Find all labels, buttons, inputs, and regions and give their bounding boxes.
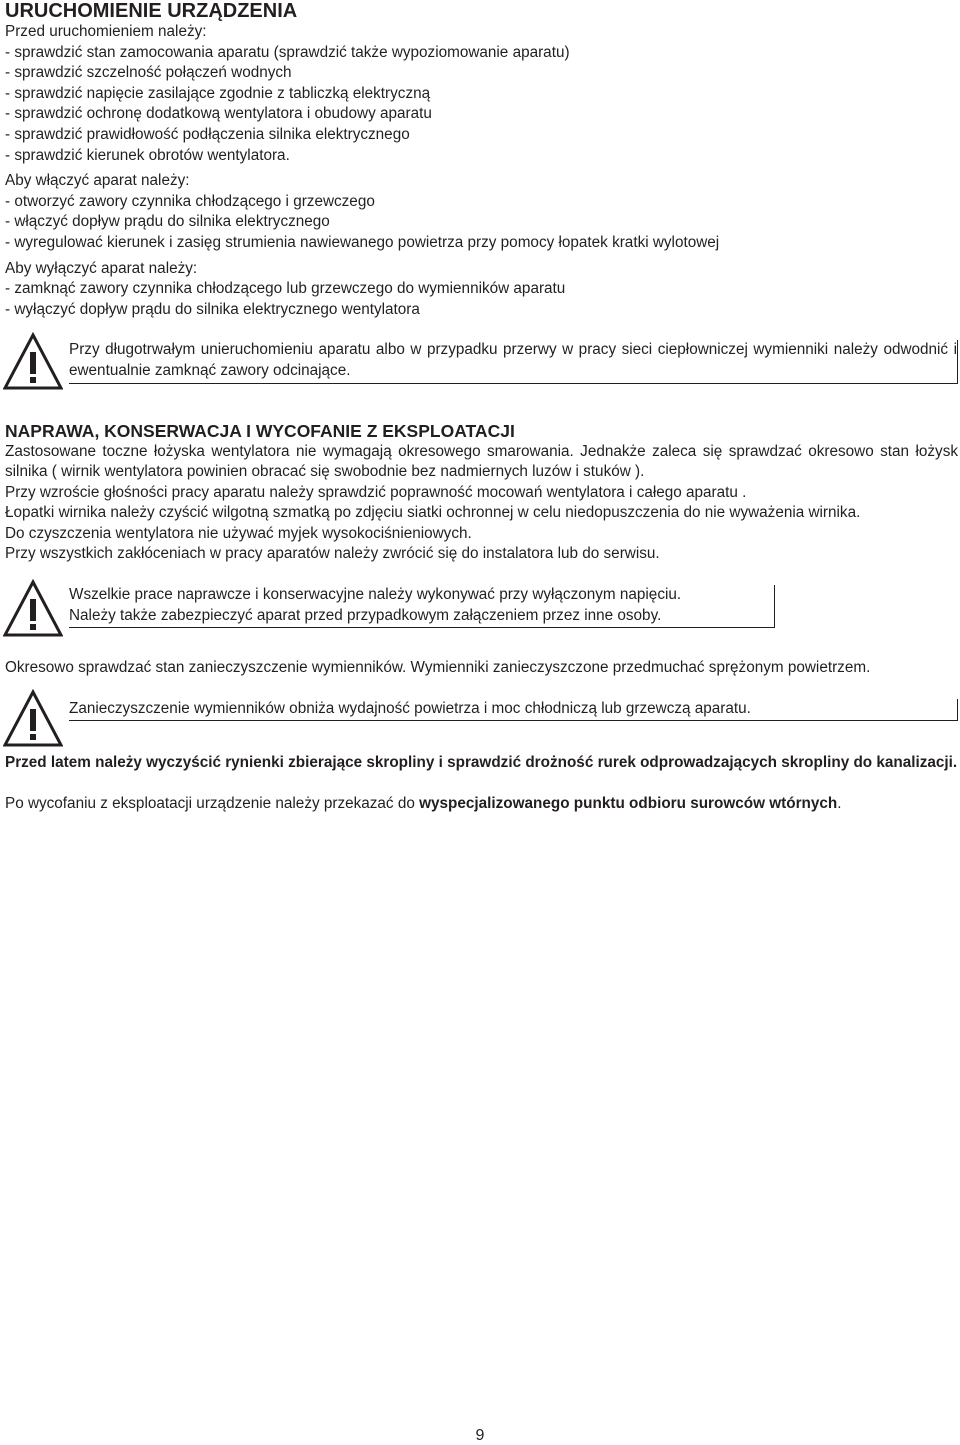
warning-text-line: Wszelkie prace naprawcze i konserwacyjne należy wykonywać przy wyłączonym napięciu. — [69, 586, 682, 604]
disposal-emphasis: wyspecjalizowanego punktu odbioru surowców wtórnych — [419, 795, 838, 813]
paragraph: Przy wzroście głośności pracy aparatu należy sprawdzić poprawność mocowań wentylatora i całego aparatu . — [5, 483, 747, 501]
warning-triangle-icon — [3, 332, 63, 392]
paragraph: Okresowo sprawdzać stan zanieczyszczenie wymienników. Wymienniki zanieczyszczone przedmuchać sprężonym powietrzem. — [5, 659, 871, 677]
page-number: 9 — [475, 1427, 485, 1444]
warning-text: Przy długotrwałym unieruchomieniu aparatu albo w przypadku przerwy w pracy sieci ciepłowniczej wymienniki należy odwodnić i ewentualnie zamknąć zawory odcinające. — [69, 340, 958, 383]
warning-block-voltage — [5, 585, 958, 628]
list-item: - zamknąć zawory czynnika chłodzącego lub grzewczego do wymienników aparatu — [5, 280, 566, 298]
list-item: - wyłączyć dopływ prądu do silnika elektrycznego wentylatora — [5, 300, 420, 318]
section-title-startup: URUCHOMIENIE URZĄDZENIA — [5, 0, 298, 22]
list-item: - sprawdzić napięcie zasilające zgodnie z tabliczką elektryczną — [5, 84, 431, 102]
disposal-end: . — [837, 795, 842, 813]
startup-intro: Przed uruchomieniem należy: — [5, 23, 207, 40]
disposal-text: Po wycofaniu z eksploatacji urządzenie należy przekazać do — [5, 795, 420, 813]
paragraph: Łopatki wirnika należy czyścić wilgotną szmatką po zdjęciu siatki ochronnej w celu niedopuszczenia do nie wyważenia wirnika. — [5, 504, 861, 522]
switch-off-intro: Aby wyłączyć aparat należy: — [5, 259, 198, 277]
warning-triangle-icon — [3, 579, 63, 639]
paragraph: Przy wszystkich zakłóceniach w pracy aparatów należy zwrócić się do instalatora lub do serwisu. — [5, 545, 660, 563]
bold-paragraph: Przed latem należy wyczyścić rynienki zbierające skropliny i sprawdzić drożność rurek odprowadzających skropliny do kanalizacji. — [5, 754, 958, 772]
document-page — [5, 0, 958, 815]
paragraph: Zastosowane toczne łożyska wentylatora nie wymagają okresowego smarowania. Jednakże zaleca się sprawdzać okresowo stan łożysk silnika ( wirnik wentylatora powinien obracać się swobodnie bez nadmiernych luzów i stuków ). — [5, 442, 958, 481]
list-item: - sprawdzić szczelność połączeń wodnych — [5, 64, 292, 82]
warning-block-exchangers — [5, 699, 958, 722]
warning-block-shutdown — [5, 340, 958, 383]
list-item: - sprawdzić stan zamocowania aparatu (sprawdzić także wypoziomowanie aparatu) — [5, 43, 570, 61]
warning-text: Zanieczyszczenie wymienników obniża wydajność powietrza i moc chłodniczą lub grzewczą aparatu. — [69, 699, 958, 722]
list-item: - sprawdzić kierunek obrotów wentylatora. — [5, 146, 290, 164]
switch-on-intro: Aby włączyć aparat należy: — [5, 172, 190, 190]
list-item: - włączyć dopływ prądu do silnika elektrycznego — [5, 213, 330, 231]
disposal-paragraph — [5, 794, 958, 815]
list-item: - otworzyć zawory czynnika chłodzącego i grzewczego — [5, 192, 375, 210]
list-item: - sprawdzić prawidłowość podłączenia silnika elektrycznego — [5, 125, 410, 143]
section-title-maintenance: NAPRAWA, KONSERWACJA I WYCOFANIE Z EKSPLOATACJI — [5, 420, 515, 441]
list-item: - sprawdzić ochronę dodatkową wentylatora i obudowy aparatu — [5, 105, 432, 123]
paragraph: Do czyszczenia wentylatora nie używać myjek wysokociśnieniowych. — [5, 524, 472, 542]
list-item: - wyregulować kierunek i zasięg strumienia nawiewanego powietrza przy pomocy łopatek kratki wylotowej — [5, 233, 720, 251]
warning-triangle-icon — [3, 689, 63, 749]
warning-text-line: Należy także zabezpieczyć aparat przed przypadkowym załączeniem przez inne osoby. — [69, 606, 662, 624]
